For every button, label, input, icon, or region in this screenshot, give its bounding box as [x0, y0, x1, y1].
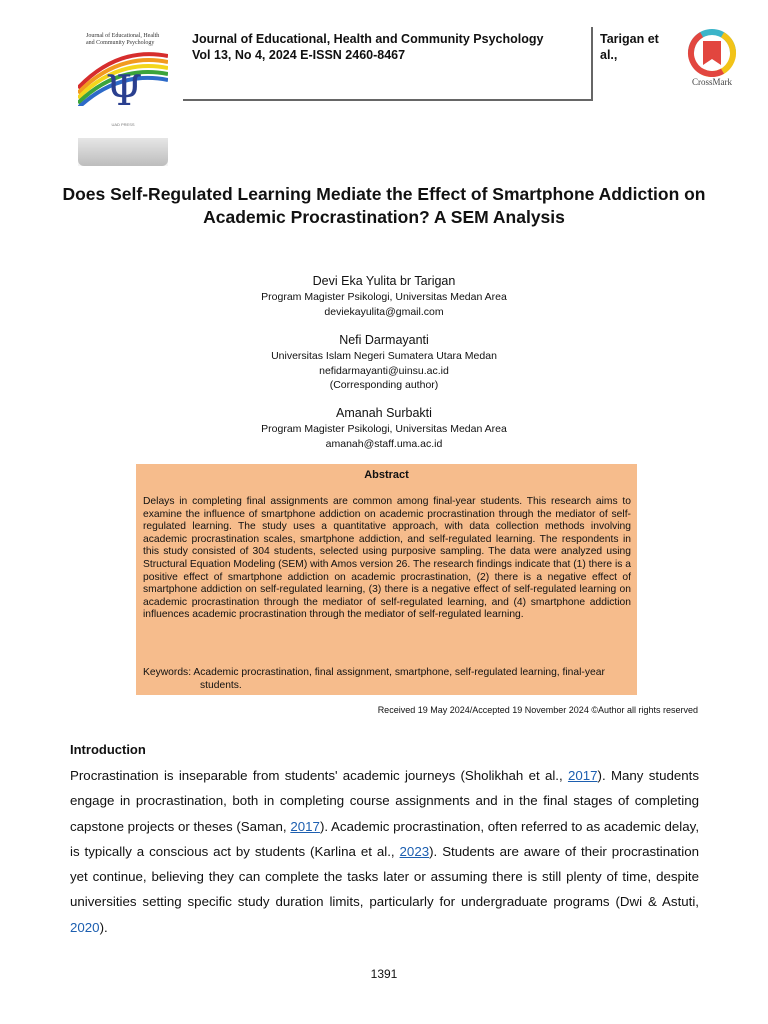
intro-text: ).: [99, 919, 108, 935]
section-heading-introduction: Introduction: [70, 742, 146, 757]
header-horizontal-divider: [183, 99, 592, 101]
psi-logo: Ψ: [105, 66, 143, 115]
author-affiliation: Universitas Islam Negeri Sumatera Utara Medan: [271, 350, 497, 362]
intro-text: ). Students are aware of their procrastination yet continue, believing they can complete the tasks later or assuming there is still plenty of time, despite universities setting specific study duration limits, particularly for undergraduate programs (Dwi & Astuti,: [70, 843, 699, 910]
keywords-line: Keywords: Academic procrastination, final assignment, smartphone, self-regulated learning, final-year: [143, 667, 605, 678]
citation-link[interactable]: 2017: [567, 768, 598, 783]
citation-link[interactable]: 2017: [290, 818, 320, 834]
crossmark-label: CrossMark: [692, 77, 732, 87]
paper-title: Does Self-Regulated Learning Mediate the Effect of Smartphone Addiction on Academic Procrastination? A SEM Analysis: [62, 184, 706, 227]
author-email: amanah@staff.uma.ac.id: [325, 437, 443, 450]
author-email: deviekayulita@gmail.com: [324, 305, 444, 318]
running-authors: Tarigan et al.,: [600, 32, 659, 62]
author-name: Nefi Darmayanti: [339, 333, 429, 347]
intro-text: ). Many students engage in procrastination, both in completing course assignments and in the final stages of completing capstone projects or theses (Saman,: [70, 768, 699, 834]
journal-header: [192, 31, 592, 63]
intro-text: Procrastination is inseparable from students' academic journeys (Sholikhah et al.,: [70, 768, 568, 783]
crossmark-icon: [683, 29, 741, 77]
author-email: nefidarmayanti@uinsu.ac.id: [319, 364, 449, 377]
corresponding-author-note: (Corresponding author): [329, 379, 439, 391]
intro-text: ). Academic procrastination, often referred to as academic delay, is typically a conscious act by students (Karlina et al.,: [70, 818, 700, 859]
author-block: [150, 273, 618, 319]
keywords: [143, 667, 631, 692]
citation-link[interactable]: 2023: [399, 843, 430, 859]
author-affiliation: Program Magister Psikologi, Universitas Medan Area: [261, 291, 507, 303]
crossmark-button[interactable]: [683, 29, 741, 91]
keywords-line-continued: students.: [200, 679, 242, 691]
header-vertical-divider: [591, 27, 593, 101]
abstract-heading: Abstract: [364, 469, 409, 481]
abstract-text: Delays in completing final assignments are common among final-year students. This research aims to examine the influence of smartphone addiction on academic procrastination through the mediator of self-regulated learning. The study uses a quantitative approach, with data collection methods involving academic procrastination scales, smartphone addiction, and self-regulated learning. The respondents in this study consisted of 304 students, selected using purposive sampling. The data were analyzed using Structural Equation Modeling (SEM) with Amos version 26. The research findings indicate that (1) there is a positive effect of smartphone addiction on academic procrastination, (2) there is a negative effect of smartphone addiction on self-regulated learning, (3) there is a negative effect of self-regulated learning on academic procrastination through the mediator of self-regulated learning, and (4) smartphone addiction influences academic procrastination through the mediator of self-regulated learning.: [143, 496, 632, 621]
page-number: 1391: [370, 967, 398, 981]
received-accepted-dates: Received 19 May 2024/Accepted 19 November 2024 ©Author all rights reserved: [377, 705, 698, 715]
journal-name: Journal of Educational, Health and Community Psychology: [192, 32, 544, 46]
cover-shadow: [78, 138, 168, 166]
cover-publisher: UAD PRESS: [111, 122, 135, 127]
author-name: Amanah Surbakti: [336, 406, 432, 420]
journal-volume: Vol 13, No 4, 2024 E-ISSN 2460-8467: [192, 48, 406, 62]
cover-title: Journal of Educational, Health and Community Psychology: [86, 33, 160, 46]
author-block: [150, 332, 618, 393]
author-affiliation: Program Magister Psikologi, Universitas Medan Area: [261, 423, 507, 435]
journal-cover-image: [78, 30, 168, 166]
author-name: Devi Eka Yulita br Tarigan: [312, 274, 456, 288]
introduction-paragraph: [70, 763, 699, 940]
abstract-box: [136, 464, 637, 695]
citation-link[interactable]: 2020: [70, 919, 100, 935]
author-block: [150, 405, 618, 451]
